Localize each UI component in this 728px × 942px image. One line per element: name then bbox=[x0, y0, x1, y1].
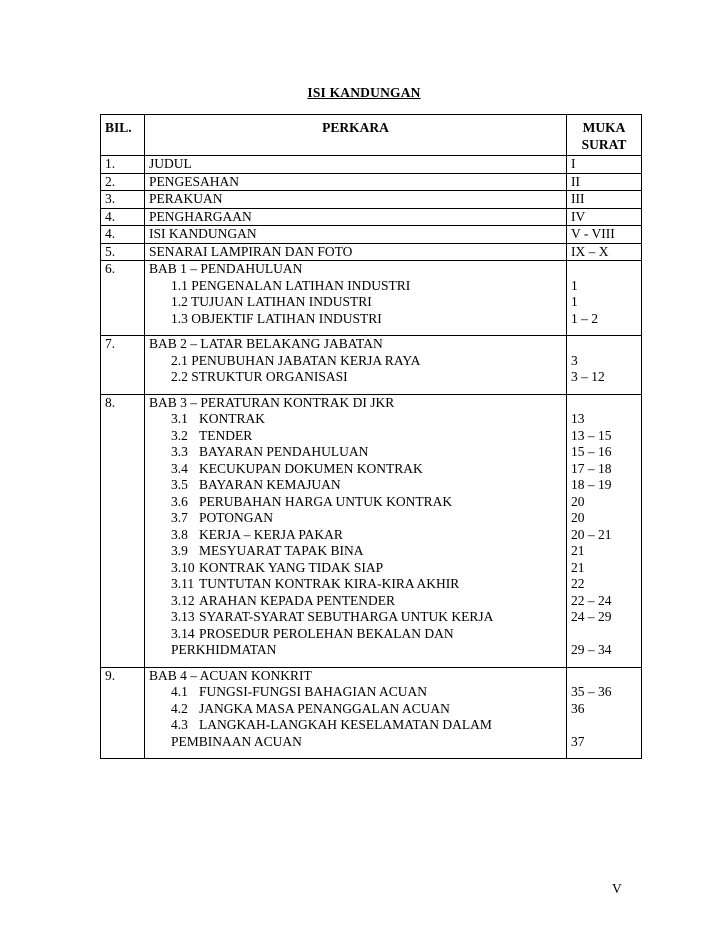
subsection-number: 3.6 bbox=[171, 493, 188, 509]
subsection-text: KECUKUPAN DOKUMEN KONTRAK bbox=[199, 460, 423, 476]
header-perkara: PERKARA bbox=[145, 115, 567, 156]
subsection-entry bbox=[149, 477, 341, 494]
header-bil: BIL. bbox=[101, 115, 145, 156]
row-number: 4. bbox=[101, 226, 145, 244]
subsection-row bbox=[101, 461, 642, 478]
subsection-title bbox=[145, 477, 567, 494]
subsection-row bbox=[101, 626, 642, 668]
row-number: 3. bbox=[101, 191, 145, 209]
row-title: ISI KANDUNGAN bbox=[145, 226, 567, 244]
subsection-entry bbox=[149, 294, 372, 311]
page-title: ISI KANDUNGAN bbox=[307, 85, 421, 100]
subsection-blank bbox=[101, 311, 145, 336]
subsection-row bbox=[101, 543, 642, 560]
subsection-row bbox=[101, 477, 642, 494]
table-row bbox=[101, 173, 642, 191]
subsection-page bbox=[567, 560, 642, 577]
subsection-title bbox=[145, 527, 567, 544]
subsection-page bbox=[567, 411, 642, 428]
subsection-entry bbox=[149, 494, 452, 511]
subsection-number: 3.9 bbox=[171, 543, 188, 558]
subsection-page bbox=[567, 494, 642, 511]
chapter-page bbox=[567, 394, 642, 411]
subsection-page bbox=[567, 369, 642, 394]
subsection-text: BAYARAN KEMAJUAN bbox=[199, 477, 341, 492]
row-title: PENGHARGAAN bbox=[145, 208, 567, 226]
table-row bbox=[101, 226, 642, 244]
subsection-number: 3.2 bbox=[171, 427, 188, 443]
subsection-number: 3.12 bbox=[171, 592, 195, 608]
chapter-number: 7. bbox=[101, 336, 145, 353]
subsection-page-number: 20 bbox=[571, 510, 585, 525]
subsection-page bbox=[567, 510, 642, 527]
chapter-page bbox=[567, 336, 642, 353]
chapter-title: BAB 2 – LATAR BELAKANG JABATAN bbox=[145, 336, 567, 353]
subsection-text: TUNTUTAN KONTRAK KIRA-KIRA AKHIR bbox=[199, 576, 460, 591]
subsection-title bbox=[145, 626, 567, 668]
contents-body bbox=[101, 156, 642, 759]
chapter-title: BAB 1 – PENDAHULUAN bbox=[145, 261, 567, 278]
subsection-page-number: 20 bbox=[571, 493, 585, 509]
subsection-title bbox=[145, 278, 567, 295]
subsection-entry bbox=[149, 684, 427, 701]
subsection-text: 2.2 STRUKTUR ORGANISASI bbox=[171, 369, 348, 384]
subsection-page-number: 24 – 29 bbox=[571, 609, 612, 624]
subsection-text: KONTRAK YANG TIDAK SIAP bbox=[199, 559, 384, 575]
subsection-title bbox=[145, 684, 567, 701]
subsection-entry bbox=[149, 428, 252, 445]
subsection-row bbox=[101, 494, 642, 511]
subsection-text: BAYARAN PENDAHULUAN bbox=[199, 444, 369, 459]
subsection-blank bbox=[101, 717, 145, 759]
subsection-page bbox=[567, 609, 642, 626]
subsection-page-number: 13 – 15 bbox=[571, 427, 612, 443]
subsection-text: KERJA – KERJA PAKAR bbox=[199, 526, 343, 542]
chapter-number: 6. bbox=[101, 261, 145, 278]
subsection-page bbox=[567, 477, 642, 494]
subsection-page bbox=[567, 593, 642, 610]
subsection-page-number: 3 bbox=[571, 352, 578, 368]
subsection-row bbox=[101, 294, 642, 311]
subsection-title bbox=[145, 543, 567, 560]
subsection-title bbox=[145, 311, 567, 336]
subsection-blank bbox=[101, 411, 145, 428]
subsection-blank bbox=[101, 294, 145, 311]
subsection-number: 3.8 bbox=[171, 526, 188, 542]
row-page: I bbox=[567, 156, 642, 174]
subsection-number: 3.14 bbox=[171, 625, 195, 641]
row-number: 2. bbox=[101, 173, 145, 191]
subsection-blank bbox=[101, 626, 145, 668]
subsection-text: TENDER bbox=[199, 427, 253, 443]
subsection-row bbox=[101, 353, 642, 370]
row-title: JUDUL bbox=[145, 156, 567, 174]
subsection-blank bbox=[101, 278, 145, 295]
subsection-text: LANGKAH-LANGKAH KESELAMATAN DALAM bbox=[199, 717, 492, 732]
subsection-row bbox=[101, 576, 642, 593]
subsection-page bbox=[567, 444, 642, 461]
subsection-blank bbox=[101, 477, 145, 494]
table-row bbox=[101, 208, 642, 226]
subsection-blank bbox=[101, 428, 145, 445]
subsection-row bbox=[101, 701, 642, 718]
subsection-title bbox=[145, 411, 567, 428]
subsection-page-number: 18 – 19 bbox=[571, 477, 612, 492]
subsection-text-continued: PEMBINAAN ACUAN bbox=[171, 733, 302, 749]
subsection-number: 3.11 bbox=[171, 576, 195, 591]
subsection-page-number: 22 bbox=[571, 576, 585, 591]
header-surat: SURAT bbox=[581, 136, 627, 152]
subsection-entry bbox=[149, 609, 493, 626]
subsection-number: 4.3 bbox=[171, 717, 188, 732]
row-number: 4. bbox=[101, 208, 145, 226]
row-page: IX – X bbox=[567, 243, 642, 261]
subsection-page bbox=[567, 576, 642, 593]
subsection-number: 3.4 bbox=[171, 460, 188, 476]
chapter-row bbox=[101, 336, 642, 353]
subsection-entry bbox=[149, 278, 410, 295]
subsection-title bbox=[145, 444, 567, 461]
header-muka: MUKA bbox=[582, 120, 626, 135]
subsection-title bbox=[145, 510, 567, 527]
subsection-page bbox=[567, 311, 642, 336]
subsection-page-number: 37 bbox=[571, 733, 585, 749]
subsection-text: FUNGSI-FUNGSI BAHAGIAN ACUAN bbox=[199, 684, 428, 699]
subsection-entry bbox=[149, 353, 420, 370]
subsection-page-number: 15 – 16 bbox=[571, 444, 612, 459]
subsection-number: 3.7 bbox=[171, 510, 188, 525]
subsection-number: 4.1 bbox=[171, 684, 188, 699]
subsection-text: JANGKA MASA PENANGGALAN ACUAN bbox=[199, 700, 450, 716]
subsection-text: PERUBAHAN HARGA UNTUK KONTRAK bbox=[199, 493, 453, 509]
subsection-text: SYARAT-SYARAT SEBUTHARGA UNTUK KERJA bbox=[199, 609, 494, 624]
subsection-title bbox=[145, 294, 567, 311]
subsection-blank bbox=[101, 609, 145, 626]
subsection-title bbox=[145, 701, 567, 718]
subsection-number: 3.1 bbox=[171, 411, 188, 426]
subsection-page bbox=[567, 428, 642, 445]
row-page: III bbox=[567, 191, 642, 209]
chapter-number: 8. bbox=[101, 394, 145, 411]
subsection-blank bbox=[101, 510, 145, 527]
subsection-title bbox=[145, 369, 567, 394]
subsection-number: 4.2 bbox=[171, 700, 188, 716]
subsection-title bbox=[145, 576, 567, 593]
subsection-blank bbox=[101, 444, 145, 461]
subsection-entry bbox=[149, 461, 423, 478]
subsection-blank bbox=[101, 701, 145, 718]
row-page: IV bbox=[567, 208, 642, 226]
subsection-page-number: 29 – 34 bbox=[571, 642, 612, 657]
subsection-title bbox=[145, 461, 567, 478]
chapter-title: BAB 3 – PERATURAN KONTRAK DI JKR bbox=[145, 394, 567, 411]
subsection-title bbox=[145, 593, 567, 610]
subsection-entry bbox=[149, 560, 383, 577]
subsection-page-number: 1 bbox=[571, 277, 578, 293]
row-page: II bbox=[567, 173, 642, 191]
row-title: SENARAI LAMPIRAN DAN FOTO bbox=[145, 243, 567, 261]
table-row bbox=[101, 243, 642, 261]
subsection-blank bbox=[101, 461, 145, 478]
subsection-text: POTONGAN bbox=[199, 510, 274, 525]
subsection-row bbox=[101, 717, 642, 759]
subsection-entry bbox=[149, 717, 492, 734]
subsection-number: 3.10 bbox=[171, 559, 195, 575]
contents-table bbox=[100, 114, 642, 759]
subsection-page-number: 21 bbox=[571, 559, 585, 575]
table-header-row bbox=[101, 115, 642, 156]
subsection-row bbox=[101, 593, 642, 610]
subsection-page bbox=[567, 701, 642, 718]
subsection-entry bbox=[149, 701, 450, 718]
subsection-page-number: 17 – 18 bbox=[571, 460, 612, 476]
subsection-row bbox=[101, 510, 642, 527]
subsection-text: MESYUARAT TAPAK BINA bbox=[199, 543, 364, 558]
subsection-blank bbox=[101, 560, 145, 577]
subsection-page bbox=[567, 684, 642, 701]
subsection-page-number: 3 – 12 bbox=[571, 369, 605, 384]
chapter-page bbox=[567, 667, 642, 684]
row-page: V - VIII bbox=[567, 226, 642, 244]
subsection-entry bbox=[149, 527, 343, 544]
subsection-row bbox=[101, 428, 642, 445]
subsection-entry bbox=[149, 369, 348, 386]
subsection-row bbox=[101, 278, 642, 295]
subsection-page-number: 20 – 21 bbox=[571, 526, 612, 542]
subsection-text: ARAHAN KEPADA PENTENDER bbox=[199, 592, 396, 608]
subsection-entry bbox=[149, 411, 265, 428]
subsection-entry bbox=[149, 311, 382, 328]
chapter-row bbox=[101, 394, 642, 411]
subsection-title bbox=[145, 353, 567, 370]
table-row bbox=[101, 156, 642, 174]
subsection-page bbox=[567, 461, 642, 478]
subsection-row bbox=[101, 527, 642, 544]
row-title: PENGESAHAN bbox=[145, 173, 567, 191]
subsection-blank bbox=[101, 527, 145, 544]
subsection-row bbox=[101, 411, 642, 428]
subsection-page-number: 13 bbox=[571, 411, 585, 426]
subsection-page bbox=[567, 717, 642, 759]
subsection-page bbox=[567, 294, 642, 311]
subsection-page bbox=[567, 543, 642, 560]
subsection-number: 3.5 bbox=[171, 477, 188, 492]
subsection-title bbox=[145, 717, 567, 759]
subsection-blank bbox=[101, 576, 145, 593]
subsection-row bbox=[101, 560, 642, 577]
subsection-entry bbox=[149, 510, 273, 527]
row-number: 5. bbox=[101, 243, 145, 261]
subsection-row bbox=[101, 369, 642, 394]
header-muka-surat bbox=[567, 115, 642, 156]
subsection-page-number: 22 – 24 bbox=[571, 592, 612, 608]
subsection-text: KONTRAK bbox=[199, 411, 265, 426]
subsection-page-number: 1 bbox=[571, 294, 578, 309]
row-title: PERAKUAN bbox=[145, 191, 567, 209]
subsection-blank bbox=[101, 684, 145, 701]
subsection-blank bbox=[101, 543, 145, 560]
subsection-text: 1.1 PENGENALAN LATIHAN INDUSTRI bbox=[171, 277, 411, 293]
subsection-blank bbox=[101, 593, 145, 610]
subsection-row bbox=[101, 444, 642, 461]
subsection-blank bbox=[101, 353, 145, 370]
subsection-title bbox=[145, 560, 567, 577]
subsection-page-number: 35 – 36 bbox=[571, 684, 612, 699]
chapter-row bbox=[101, 261, 642, 278]
subsection-entry bbox=[149, 576, 459, 593]
subsection-page bbox=[567, 527, 642, 544]
subsection-title bbox=[145, 609, 567, 626]
subsection-row bbox=[101, 684, 642, 701]
subsection-title bbox=[145, 428, 567, 445]
subsection-page bbox=[567, 278, 642, 295]
subsection-page bbox=[567, 626, 642, 668]
chapter-title: BAB 4 – ACUAN KONKRIT bbox=[145, 667, 567, 684]
subsection-text: PROSEDUR PEROLEHAN BEKALAN DAN bbox=[199, 625, 454, 641]
subsection-number: 3.13 bbox=[171, 609, 195, 624]
subsection-title bbox=[145, 494, 567, 511]
subsection-text: 2.1 PENUBUHAN JABATAN KERJA RAYA bbox=[171, 352, 421, 368]
subsection-page-number: 1 – 2 bbox=[571, 310, 598, 326]
chapter-row bbox=[101, 667, 642, 684]
table-row bbox=[101, 191, 642, 209]
subsection-entry bbox=[149, 593, 395, 610]
subsection-row bbox=[101, 609, 642, 626]
subsection-text-continued: PERKHIDMATAN bbox=[171, 642, 277, 657]
subsection-page-number: 36 bbox=[571, 700, 585, 716]
page-number: V bbox=[612, 881, 622, 896]
subsection-row bbox=[101, 311, 642, 336]
subsection-page-number: 21 bbox=[571, 543, 585, 558]
chapter-page bbox=[567, 261, 642, 278]
subsection-entry bbox=[149, 444, 368, 461]
subsection-number: 3.3 bbox=[171, 444, 188, 459]
subsection-entry bbox=[149, 626, 454, 643]
subsection-text: 1.2 TUJUAN LATIHAN INDUSTRI bbox=[171, 294, 372, 309]
subsection-blank bbox=[101, 494, 145, 511]
subsection-blank bbox=[101, 369, 145, 394]
subsection-text: 1.3 OBJEKTIF LATIHAN INDUSTRI bbox=[171, 310, 382, 326]
row-number: 1. bbox=[101, 156, 145, 174]
subsection-page bbox=[567, 353, 642, 370]
chapter-number: 9. bbox=[101, 667, 145, 684]
subsection-entry bbox=[149, 543, 363, 560]
